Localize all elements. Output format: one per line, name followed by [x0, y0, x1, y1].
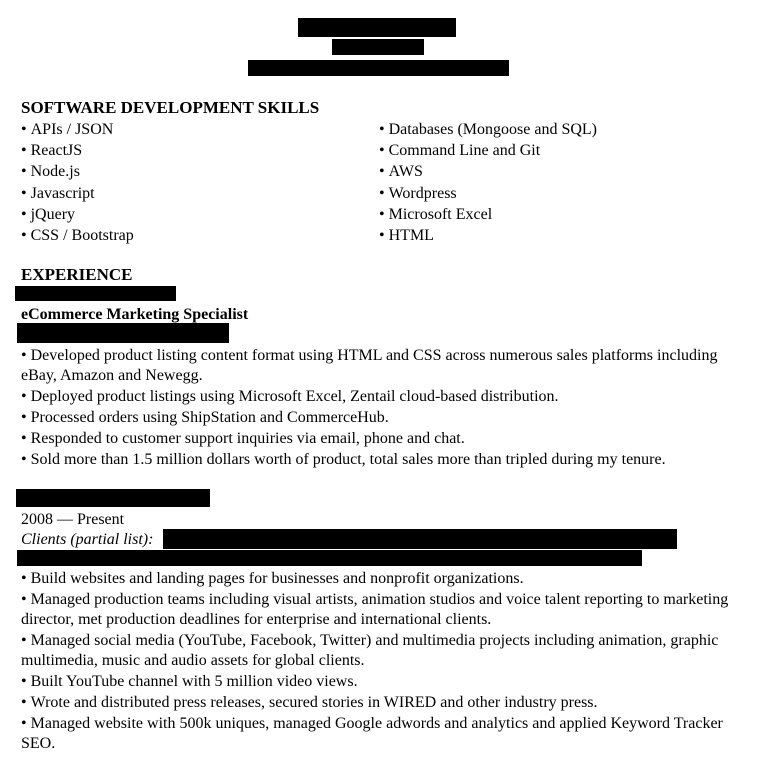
skill-item: • Databases (Mongoose and SQL) [379, 119, 597, 140]
skill-item: • jQuery [21, 204, 134, 225]
list-item: • Sold more than 1.5 million dollars worth of product, total sales more than tripled during my tenure. [21, 450, 741, 470]
list-item: • Built YouTube channel with 5 million video views. [21, 672, 741, 692]
list-item: • Managed production teams including visual artists, animation studios and voice talent reporting to marketing director, met production deadlines for enterprise and international clients. [21, 590, 741, 630]
list-item: • Wrote and distributed press releases, secured stories in WIRED and other industry press. [21, 693, 741, 713]
redacted-contact [248, 60, 509, 76]
redacted-clients-line-1 [163, 529, 677, 549]
skill-item: • Command Line and Git [379, 140, 597, 161]
redacted-clients-line-2 [17, 550, 642, 566]
skill-item: • APIs / JSON [21, 119, 134, 140]
list-item: • Processed orders using ShipStation and CommerceHub. [21, 408, 741, 428]
list-item: • Managed social media (YouTube, Facebook, Twitter) and multimedia projects including animation, graphic multimedia, music and audio assets for global clients. [21, 631, 741, 671]
skills-list-left [21, 119, 134, 246]
list-item: • Managed website with 500k uniques, managed Google adwords and analytics and applied Keyword Tracker SEO. [21, 714, 741, 754]
job1-bullets [21, 346, 741, 471]
skill-item: • Javascript [21, 183, 134, 204]
skill-item: • ReactJS [21, 140, 134, 161]
list-item: • Responded to customer support inquiries via email, phone and chat. [21, 429, 741, 449]
skill-item: • AWS [379, 161, 597, 182]
redacted-company-detail-1 [17, 323, 229, 343]
job-dates: 2008 — Present [21, 511, 125, 528]
skills-heading: SOFTWARE DEVELOPMENT SKILLS [21, 98, 320, 117]
skill-item: • Microsoft Excel [379, 204, 597, 225]
list-item: • Developed product listing content format using HTML and CSS across numerous sales platforms including eBay, Amazon and Newegg. [21, 346, 741, 386]
job2-bullets [21, 569, 741, 755]
skills-list-right [379, 119, 597, 246]
skill-item: • Node.js [21, 161, 134, 182]
list-item: • Build websites and landing pages for businesses and nonprofit organizations. [21, 569, 741, 589]
skill-item: • HTML [379, 225, 597, 246]
list-item: • Deployed product listings using Microsoft Excel, Zentail cloud-based distribution. [21, 387, 741, 407]
experience-heading: EXPERIENCE [21, 265, 133, 284]
skill-item: • CSS / Bootstrap [21, 225, 134, 246]
redacted-location [332, 39, 424, 55]
job-title: eCommerce Marketing Specialist [21, 306, 249, 323]
skill-item: • Wordpress [379, 183, 597, 204]
clients-label: Clients (partial list): [21, 531, 154, 548]
redacted-company-2 [16, 489, 210, 507]
redacted-company-1 [15, 286, 176, 301]
redacted-name [298, 18, 456, 37]
